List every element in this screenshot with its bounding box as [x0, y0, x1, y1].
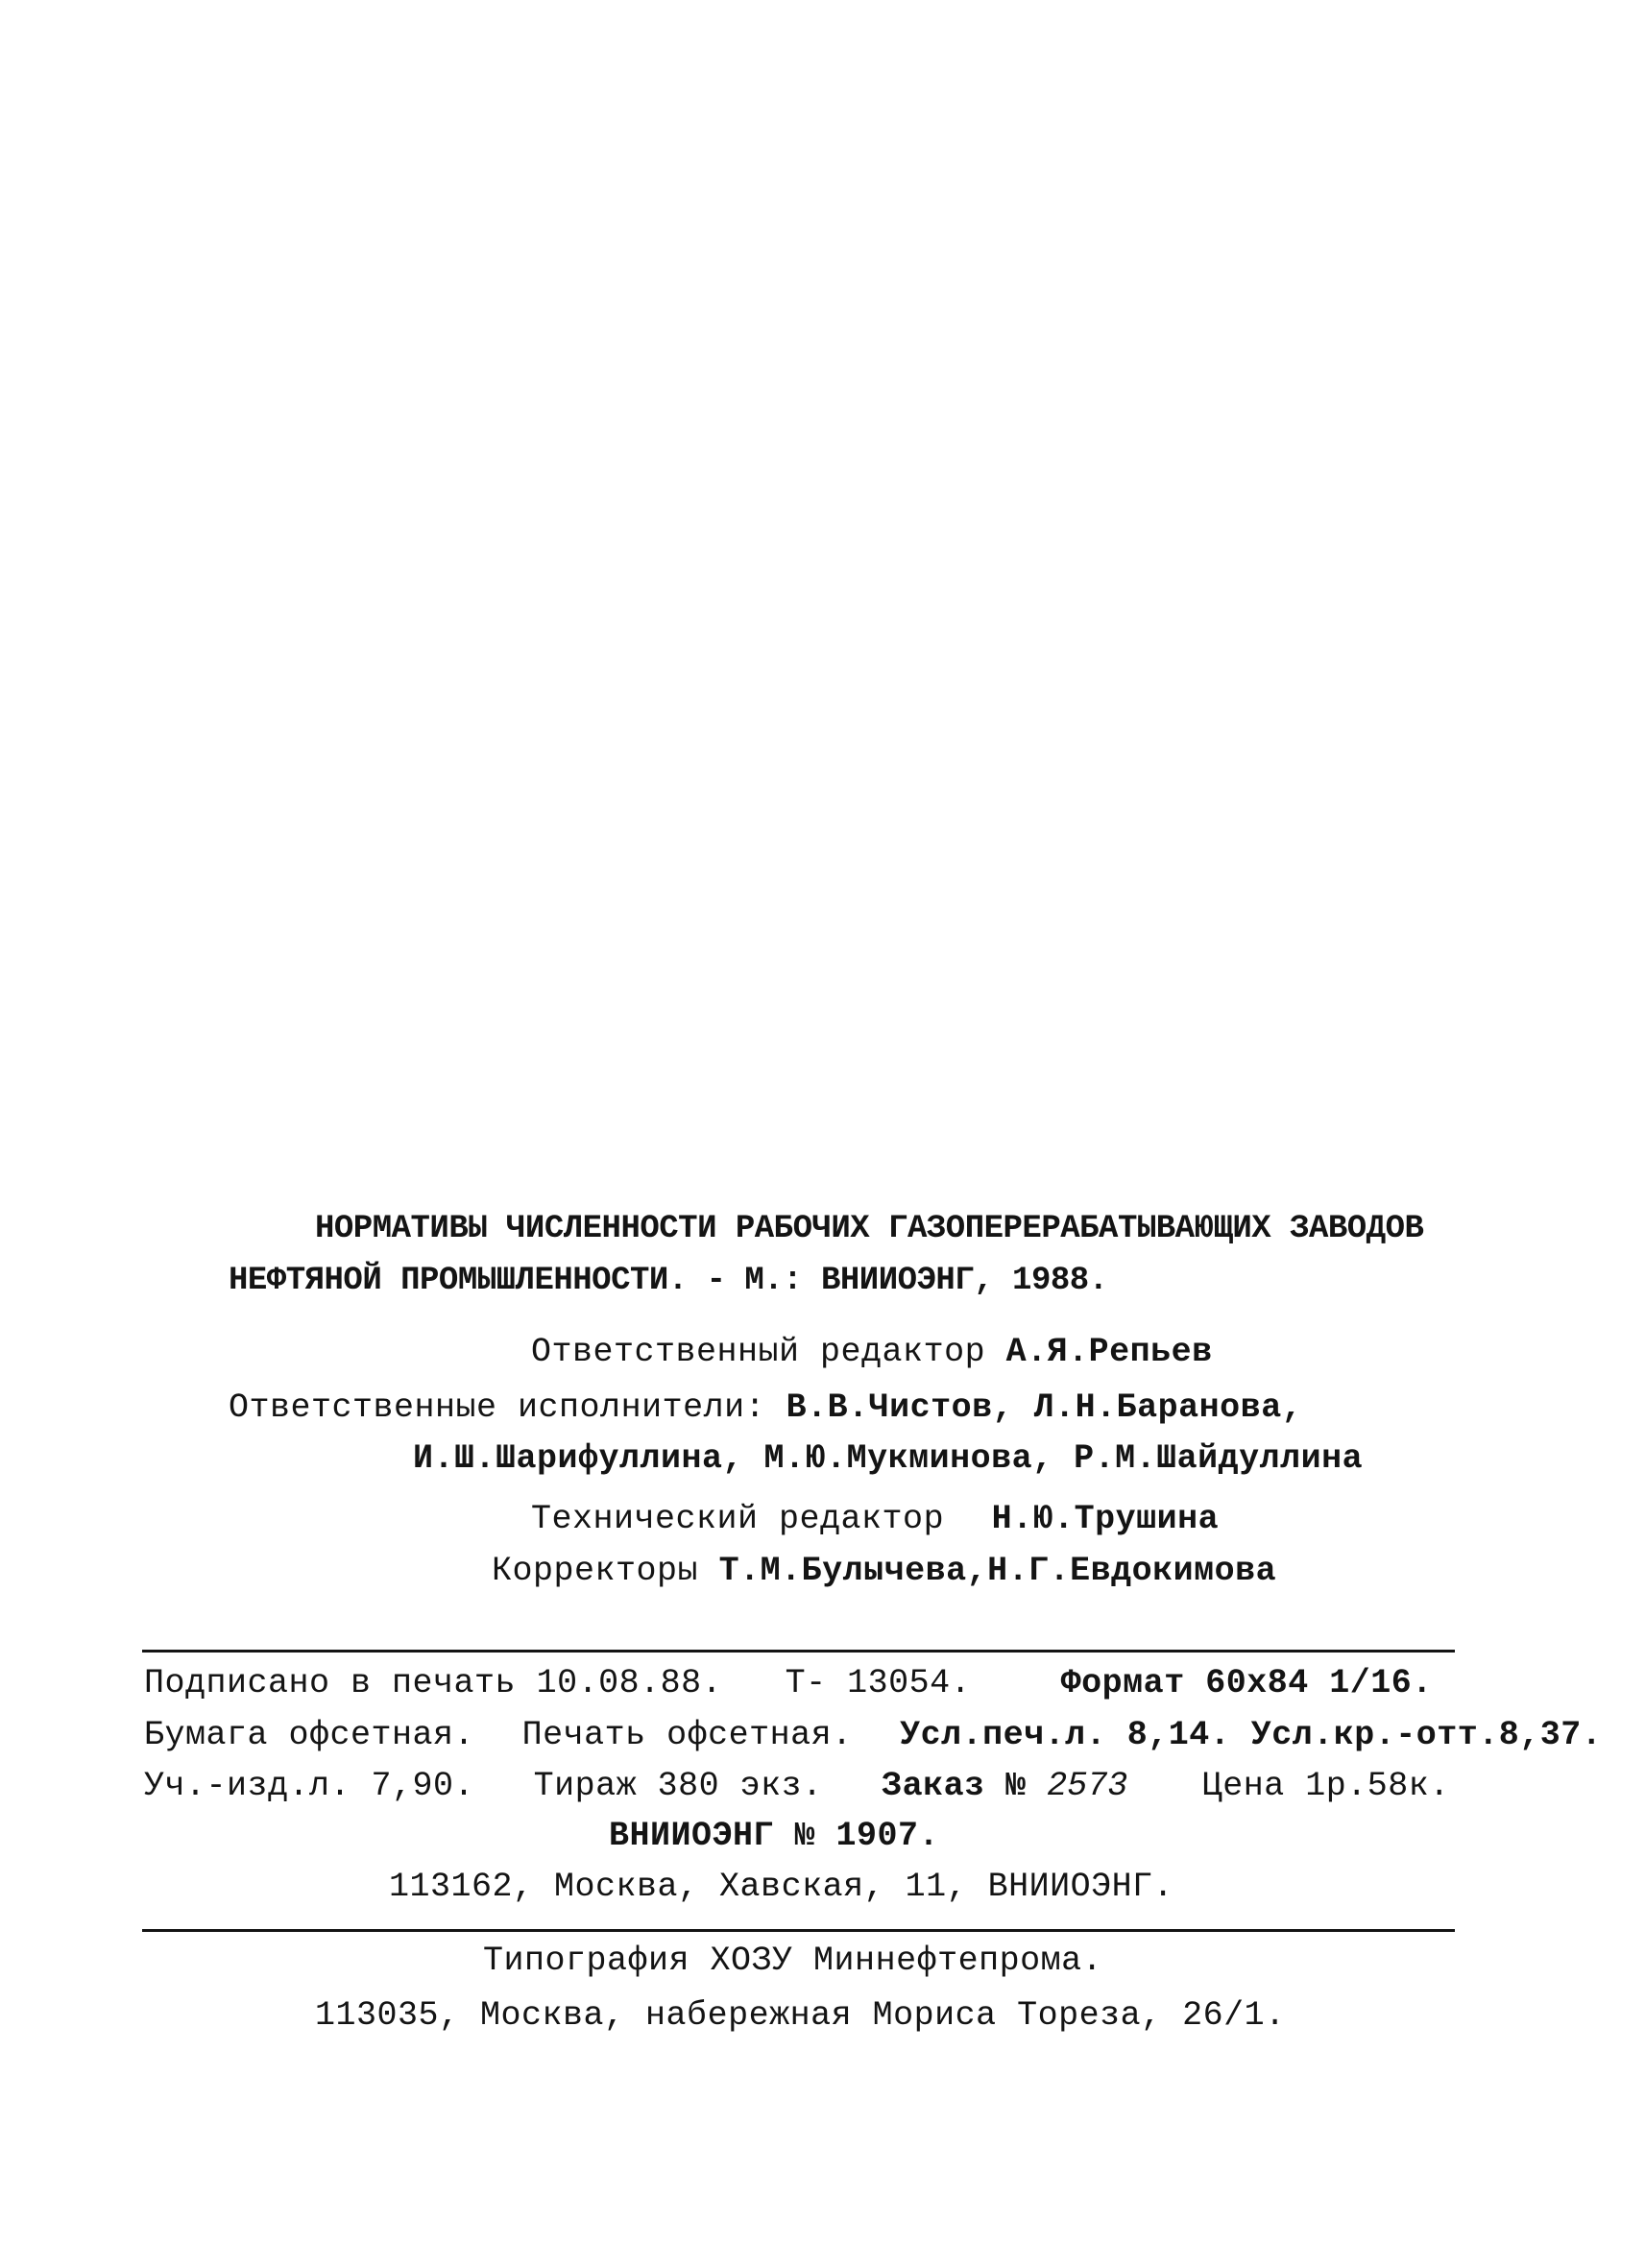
publisher-number: ВНИИОЭНГ № 1907. [609, 1817, 940, 1855]
order-number: 2573 [1047, 1767, 1128, 1805]
imprint-line-1 [144, 1662, 1433, 1704]
usl-kr-ott: Усл.кр.-отт.8,37. [1250, 1716, 1603, 1754]
price: Цена 1р.58к. [1201, 1767, 1450, 1805]
usl-pech: Усл.печ.л. 8,14. [900, 1716, 1231, 1754]
uch-izd: Уч.-изд.л. 7,90. [144, 1767, 475, 1805]
divider-bottom [142, 1929, 1455, 1932]
paper: Бумага офсетная. [144, 1716, 475, 1754]
executors-names-1: В.В.Чистов, Л.Н.Баранова, [786, 1388, 1303, 1427]
imprint-line-3 [144, 1765, 1450, 1807]
order-label: Заказ № [882, 1767, 1027, 1805]
divider-top [142, 1650, 1455, 1653]
title-line-2: НЕФТЯНОЙ ПРОМЫШЛЕННОСТИ. - М.: ВНИИОЭНГ, 1988. [229, 1263, 1108, 1299]
print: Печать офсетная. [521, 1716, 853, 1754]
tirazh: Тираж 380 экз. [533, 1767, 823, 1805]
correctors-names: Т.М.Булычева,Н.Г.Евдокимова [718, 1552, 1277, 1590]
technical-editor-label: Технический редактор [531, 1500, 945, 1538]
executors-label: Ответственные исполнители: [229, 1388, 766, 1427]
correctors [492, 1550, 1276, 1592]
executors-line-2: И.Ш.Шарифуллина, М.Ю.Мукминова, Р.М.Шайдуллина [413, 1439, 1364, 1478]
correctors-label: Корректоры [492, 1552, 699, 1590]
format: Формат 60х84 1/16. [1060, 1664, 1433, 1702]
responsible-editor [531, 1331, 1213, 1373]
printer-name: Типография ХОЗУ Миннефтепрома. [483, 1942, 1103, 1980]
technical-editor [531, 1498, 1219, 1540]
responsible-editor-label: Ответственный редактор [531, 1333, 986, 1371]
printer-address: 113035, Москва, набережная Мориса Тореза, 26/1. [315, 1996, 1286, 2035]
imprint-line-2 [144, 1714, 1602, 1756]
signed-label: Подписано в печать [144, 1664, 517, 1702]
publisher-address: 113162, Москва, Хавская, 11, ВНИИОЭНГ. [389, 1868, 1174, 1906]
t-number: Т- 13054. [785, 1664, 972, 1702]
executors-line-1 [229, 1387, 1302, 1429]
responsible-editor-name: А.Я.Репьев [1005, 1333, 1213, 1371]
title-line-1: НОРМАТИВЫ ЧИСЛЕННОСТИ РАБОЧИХ ГАЗОПЕРЕРАБАТЫВАЮЩИХ ЗАВОДОВ [315, 1211, 1424, 1247]
technical-editor-name: Н.Ю.Трушина [991, 1500, 1220, 1538]
signed-date: 10.08.88. [536, 1664, 723, 1702]
